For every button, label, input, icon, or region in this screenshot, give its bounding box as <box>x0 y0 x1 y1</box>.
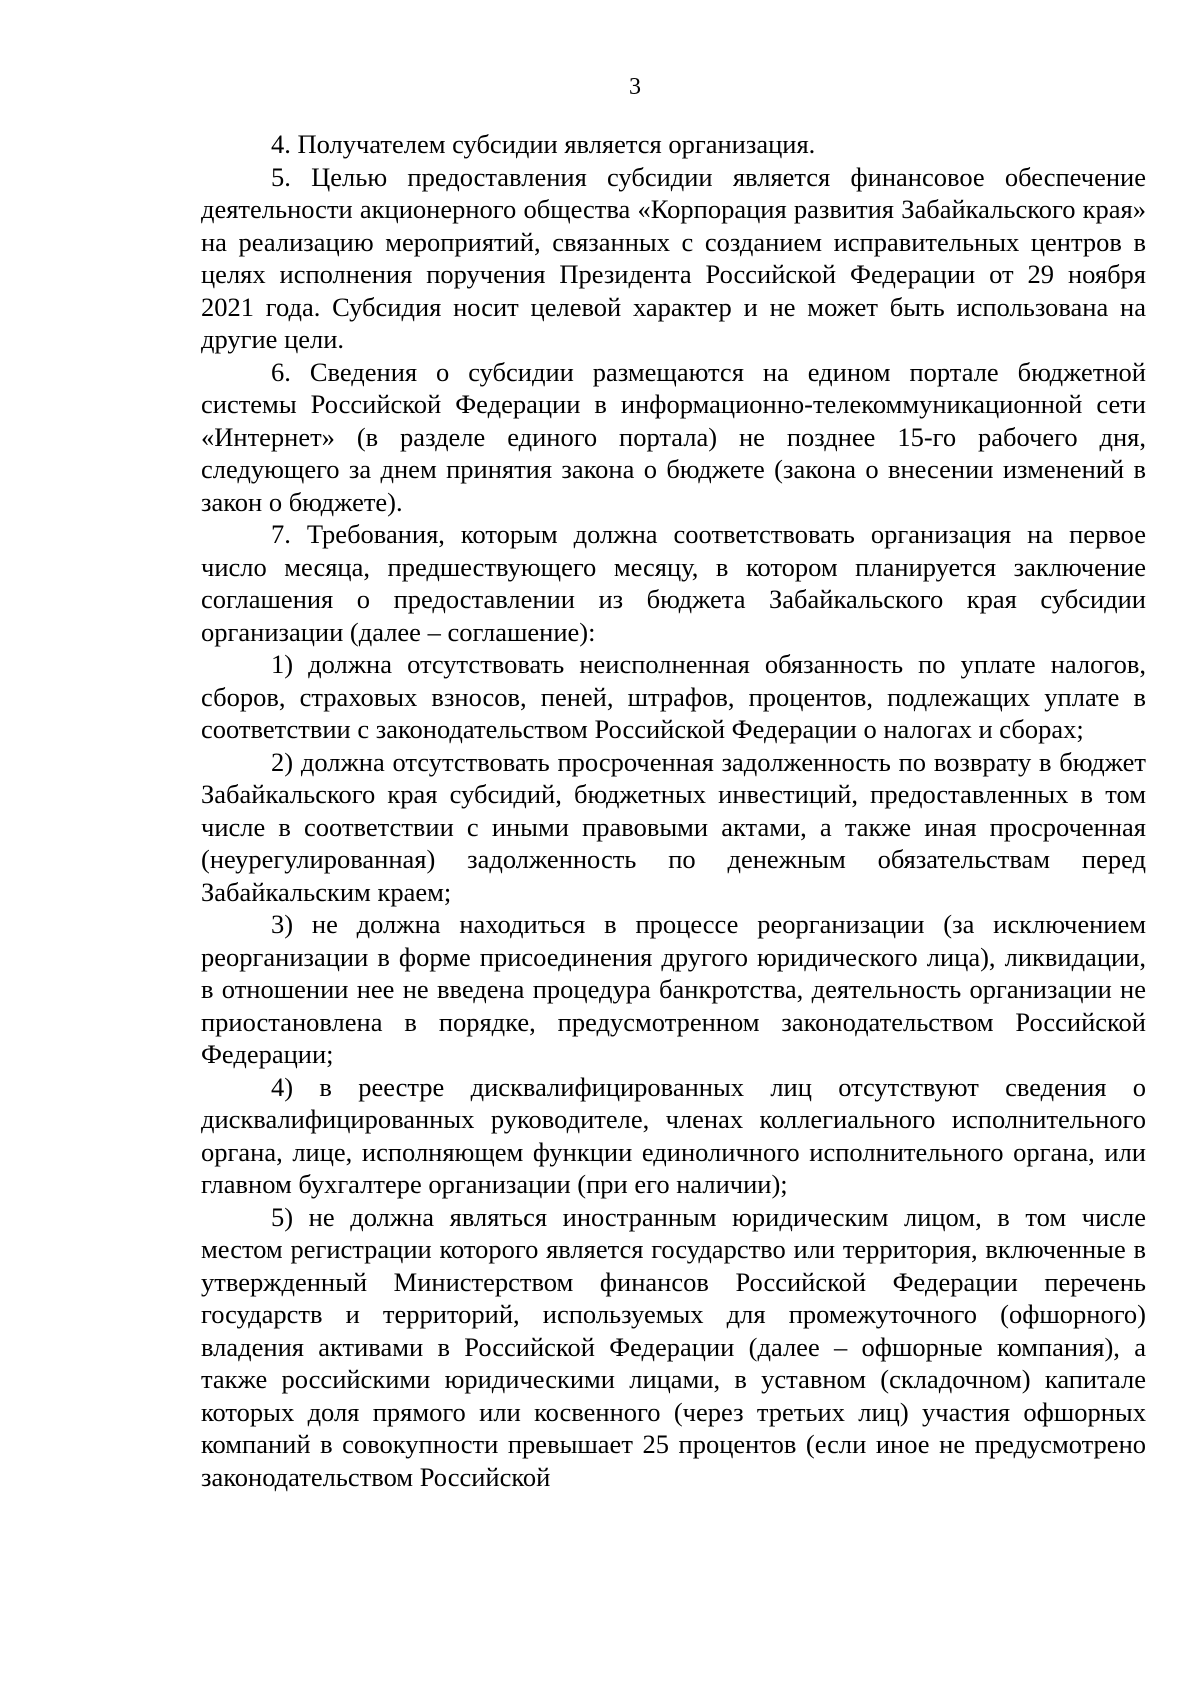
paragraph-7-requirements: 7. Требования, которым должна соответствовать организация на первое число месяца, предшествующего месяцу, в котором планируется заключение соглашения о предоставлении из бюджета Забайкальского края субсидии организации (далее – соглашение): <box>201 519 1146 647</box>
paragraph-5-purpose: 5. Целью предоставления субсидии является финансовое обеспечение деятельности акционерного общества «Корпорация развития Забайкальского края» на реализацию мероприятий, связанных с созданием исправительных центров в целях исполнения поручения Президента Российской Федерации от 29 ноября 2021 года. Субсидия носит целевой характер и не может быть использована на другие цели. <box>201 161 1146 354</box>
requirement-item-2: 2) должна отсутствовать просроченная задолженность по возврату в бюджет Забайкальского края субсидий, бюджетных инвестиций, предоставленных в том числе в соответствии с иными правовыми актами, а также иная просроченная (неурегулированная) задолженность по денежным обязательствам перед Забайкальским краем; <box>201 746 1146 907</box>
requirement-item-5: 5) не должна являться иностранным юридическим лицом, в том числе местом регистрации которого является государство или территория, включенные в утвержденный Министерством финансов Российской Федерации перечень государств и территорий, используемых для промежуточного (офшорного) владения активами в Российской Федерации (далее – офшорные компания), а также российскими юридическими лицами, в уставном (складочном) капитале которых доля прямого или косвенного (через третьих лиц) участия офшорных компаний в совокупности превышает 25 процентов (если иное не предусмотрено законодательством Российской <box>201 1201 1146 1492</box>
paragraph-4-recipient: 4. Получателем субсидии является организация. <box>271 129 816 159</box>
document-body <box>201 128 1146 1493</box>
requirement-item-3: 3) не должна находиться в процессе реорганизации (за исключением реорганизации в форме присоединения другого юридического лица), ликвидации, в отношении нее не введена процедура банкротства, деятельность организации не приостановлена в порядке, предусмотренном законодательством Российской Федерации; <box>201 909 1146 1069</box>
requirement-item-1: 1) должна отсутствовать неисполненная обязанность по уплате налогов, сборов, страховых взносов, пеней, штрафов, процентов, подлежащих уплате в соответствии с законодательством Российской Федерации о налогах и сборах; <box>201 649 1146 744</box>
page-number: 3 <box>629 74 641 100</box>
requirement-item-4: 4) в реестре дисквалифицированных лиц отсутствуют сведения о дисквалифицированных руководителе, членах коллегиального исполнительного органа, лице, исполняющем функции единоличного исполнительного органа, или главном бухгалтере организации (при его наличии); <box>201 1071 1146 1199</box>
paragraph-6-publication: 6. Сведения о субсидии размещаются на едином портале бюджетной системы Российской Федерации в информационно-телекоммуникационной сети «Интернет» (в разделе единого портала) не позднее 15-го рабочего дня, следующего за днем принятия закона о бюджете (закона о внесении изменений в закон о бюджете). <box>201 356 1146 517</box>
